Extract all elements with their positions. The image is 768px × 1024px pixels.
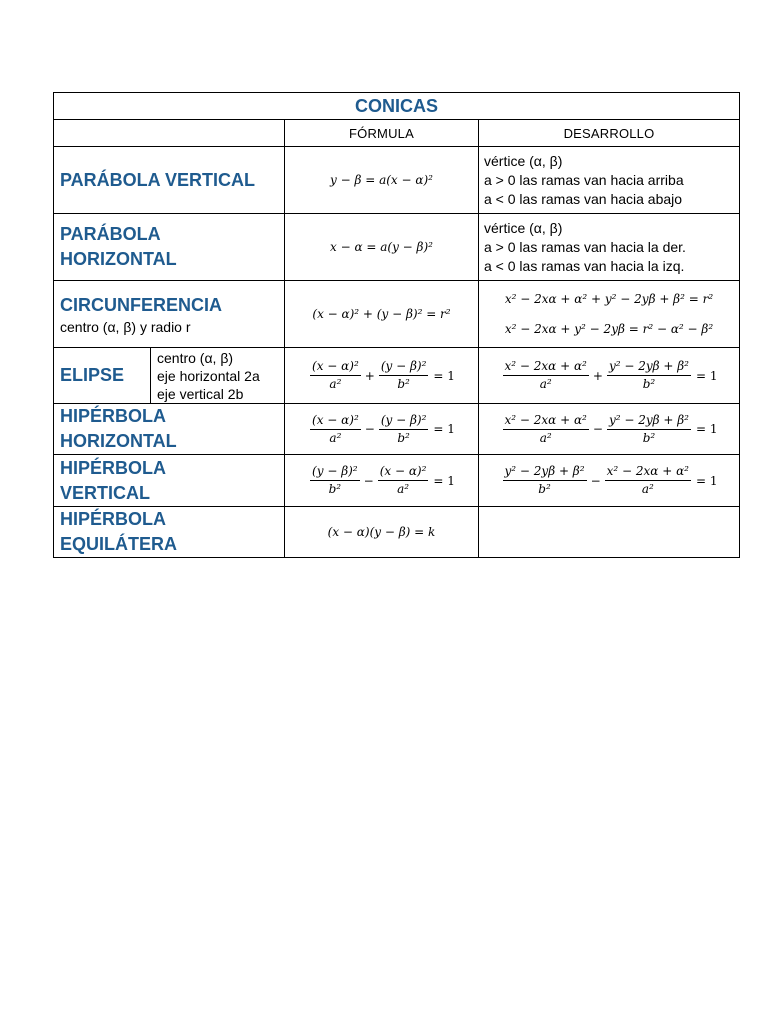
dev-line: x² − 2xα + α² + y² − 2yβ + β² = r² — [504, 292, 714, 306]
row-hiperbola-vertical — [54, 455, 740, 507]
fraction: $\frac{\text{(x − α)²}}{\text{a²}}$ — [312, 412, 359, 445]
dev-line: vértice (α, β) — [484, 219, 563, 236]
row-elipse — [54, 348, 740, 404]
parabola-horizontal-dev — [479, 214, 740, 281]
name-line: HIPÉRBOLA — [60, 406, 167, 426]
parabola-vertical-name: PARÁBOLA VERTICAL — [54, 147, 285, 214]
hiperbola-horizontal-dev: $\frac{\text{x² − 2xα + α²}}{\text{a²}}$ − $\frac{\text{y² − 2yβ + β²}}{\text{b²}}$ = 1 — [479, 404, 740, 455]
fraction: $\frac{\text{(x − α)²}}{\text{a²}}$ — [312, 359, 359, 391]
circunferencia-formula: (x − α)² + (y − β)² = r² — [285, 281, 479, 348]
circunferencia-name — [54, 281, 285, 348]
row-hiperbola-horizontal — [54, 404, 740, 455]
circunferencia-dev — [479, 281, 740, 348]
dev-line: a > 0 las ramas van hacia la der. — [484, 238, 686, 255]
fraction: $\frac{\text{x² − 2xα + α²}}{\text{a²}}$ — [504, 359, 587, 391]
fraction: $\frac{\text{(y − β)²}}{\text{b²}}$ — [312, 464, 358, 496]
elipse-formula: $\frac{\text{(x − α)²}}{\text{a²}}$ + $\frac{\text{(y − β)²}}{\text{b²}}$ = 1 — [285, 348, 479, 404]
fraction: $\frac{\text{(y − β)²}}{\text{b²}}$ — [380, 412, 427, 445]
parabola-horizontal-name — [54, 214, 285, 281]
name-line: HIPÉRBOLA — [60, 457, 167, 478]
row-circunferencia — [54, 281, 740, 348]
name-line: VERTICAL — [60, 482, 150, 503]
hiperbola-vertical-name — [54, 455, 285, 507]
parabola-vertical-dev — [479, 147, 740, 214]
hiperbola-equilatera-name — [54, 507, 285, 558]
hiperbola-vertical-formula: $\frac{\text{(y − β)²}}{\text{b²}}$ − $\frac{\text{(x − α)²}}{\text{a²}}$ = 1 — [285, 455, 479, 507]
conics-table — [53, 92, 740, 558]
parabola-horizontal-formula: x − α = a(y − β)² — [285, 214, 479, 281]
hiperbola-vertical-dev: $\frac{\text{y² − 2yβ + β²}}{\text{b²}}$ − $\frac{\text{x² − 2xα + α²}}{\text{a²}}$ = 1 — [479, 455, 740, 507]
info-line: eje vertical 2b — [157, 385, 244, 402]
fraction: $\frac{\text{(y − β)²}}{\text{b²}}$ — [380, 359, 427, 391]
hiperbola-equilatera-dev — [479, 507, 740, 558]
row-parabola-horizontal — [54, 214, 740, 281]
table-title: CONICAS — [54, 93, 740, 120]
name-line: HORIZONTAL — [60, 431, 177, 451]
parabola-vertical-formula: y − β = a(x − α)² — [285, 147, 479, 214]
fraction: $\frac{\text{y² − 2yβ + β²}}{\text{b²}}$ — [504, 464, 585, 496]
dev-line: a < 0 las ramas van hacia abajo — [484, 190, 683, 207]
name-line: HORIZONTAL — [60, 249, 177, 269]
row-hiperbola-equilatera — [54, 507, 740, 558]
row-parabola-vertical — [54, 147, 740, 214]
dev-line: a > 0 las ramas van hacia arriba — [484, 171, 684, 188]
hiperbola-horizontal-name — [54, 404, 285, 455]
hiperbola-horizontal-formula: $\frac{\text{(x − α)²}}{\text{a²}}$ − $\frac{\text{(y − β)²}}{\text{b²}}$ = 1 — [285, 404, 479, 455]
name-line: PARÁBOLA — [60, 224, 161, 244]
fraction: $\frac{\text{x² − 2xα + α²}}{\text{a²}}$ — [606, 464, 689, 496]
name-line: HIPÉRBOLA — [60, 509, 167, 529]
dev-line: vértice (α, β) — [484, 152, 563, 169]
elipse-dev: $\frac{\text{x² − 2xα + α²}}{\text{a²}}$ + $\frac{\text{y² − 2yβ + β²}}{\text{b²}}$ = 1 — [479, 348, 740, 404]
fraction: $\frac{\text{x² − 2xα + α²}}{\text{a²}}$ — [504, 412, 587, 445]
name-line: EQUILÁTERA — [60, 534, 177, 554]
header-development: DESARROLLO — [479, 120, 740, 147]
elipse-name: ELIPSE — [54, 348, 151, 404]
elipse-info — [151, 348, 285, 404]
dev-line: x² − 2xα + y² − 2yβ = r² − α² − β² — [504, 322, 714, 336]
fraction: $\frac{\text{y² − 2yβ + β²}}{\text{b²}}$ — [608, 359, 689, 391]
header-name — [54, 120, 285, 147]
fraction: $\frac{\text{y² − 2yβ + β²}}{\text{b²}}$ — [608, 412, 689, 445]
header-formula: FÓRMULA — [285, 120, 479, 147]
name-line: CIRCUNFERENCIA — [60, 294, 222, 315]
fraction: $\frac{\text{(x − α)²}}{\text{a²}}$ — [379, 464, 427, 496]
hiperbola-equilatera-formula: (x − α)(y − β) = k — [285, 507, 479, 558]
info-line: centro (α, β) — [157, 349, 234, 366]
circunferencia-subtitle: centro (α, β) y radio r — [60, 318, 191, 335]
info-line: eje horizontal 2a — [157, 367, 260, 384]
dev-line: a < 0 las ramas van hacia la izq. — [484, 257, 685, 274]
